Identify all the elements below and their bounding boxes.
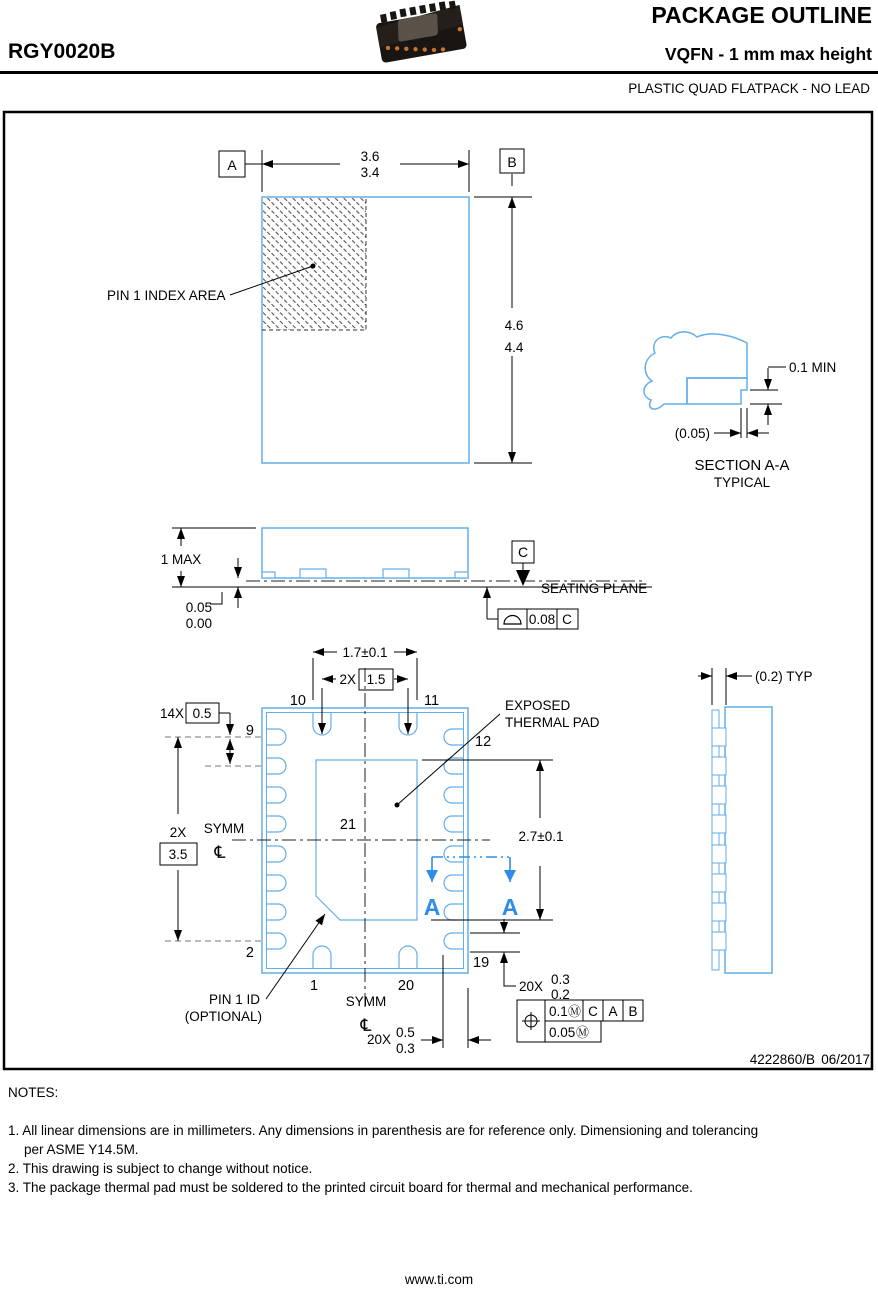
side-view [161, 528, 652, 631]
section-title: SECTION A-A [694, 457, 790, 474]
span-value: 3.5 [168, 847, 188, 862]
lead-cross-section [687, 378, 747, 404]
dim-height-min: 4.4 [504, 340, 524, 355]
side-corner-lead [262, 572, 275, 578]
pin1-index-leader-dot [311, 264, 316, 269]
side-lead-tab [300, 569, 326, 578]
doc-date: 06/2017 [821, 1052, 870, 1067]
symm-label-left: SYMM [203, 821, 245, 836]
dim-standoff-min: 0.00 [185, 616, 212, 631]
lead-width-max: 0.3 [551, 972, 570, 987]
top-pitch-value: 1.5 [366, 672, 386, 687]
section-arrow-label-right: A [501, 894, 519, 920]
side-lead-tab [383, 569, 409, 578]
dim-pad-width: 1.7±0.1 [342, 645, 388, 660]
pin-label-19: 19 [473, 955, 490, 971]
pin-label-10: 10 [289, 693, 306, 709]
exposed-pad-label-2: THERMAL PAD [505, 715, 600, 730]
width-dimension [245, 150, 469, 192]
package-subtitle: VQFN - 1 mm max height [664, 44, 872, 64]
top-view [107, 149, 532, 463]
flatness-icon [504, 616, 521, 625]
profile-lead-strip [712, 710, 719, 970]
body-cross-section [644, 332, 747, 409]
lead-length-min: 0.3 [396, 1041, 415, 1056]
datum-a-label: A [227, 157, 237, 173]
notes-section [8, 1083, 868, 1197]
note-line: 1. All linear dimensions are in millimeters. Any dimensions in parenthesis are for reference only. Dimensioning and tolerancing [8, 1123, 759, 1138]
pin-label-12: 12 [475, 734, 492, 750]
dim-height-max-side: 1 MAX [160, 552, 202, 567]
flatness-datum: C [562, 612, 572, 627]
section-aa-view [644, 332, 836, 490]
ref-dimension [714, 408, 769, 438]
side-corner-lead [455, 572, 468, 578]
pin1-id-label-2: (OPTIONAL) [184, 1009, 262, 1024]
lead-width-min: 0.2 [551, 987, 570, 1002]
profile-body [725, 707, 772, 973]
note-line: 3. The package thermal pad must be soldered to the printed circuit board for thermal and mechanical performance. [8, 1180, 693, 1195]
flank-dimension [750, 367, 786, 425]
page-title: PACKAGE OUTLINE [651, 2, 872, 28]
lead-width-qty: 20X [519, 979, 544, 994]
pin-label-1: 1 [309, 978, 319, 994]
side-body [262, 528, 468, 578]
exposed-pad-leader-dot [395, 803, 400, 808]
lead-length-qty: 20X [367, 1032, 392, 1047]
note-line: per ASME Y14.5M. [24, 1142, 139, 1157]
right-leads [444, 729, 463, 949]
section-cut [432, 857, 510, 882]
datum-c-label: C [517, 544, 529, 560]
centerline-symbol-icon: ℄ [214, 843, 226, 862]
position-datum-3: B [628, 1004, 638, 1019]
pin-label-9: 9 [245, 723, 254, 739]
position-tolerance: 0.1 [549, 1004, 568, 1019]
dim-height-max: 4.6 [504, 318, 524, 333]
pitch-value: 0.5 [192, 706, 212, 721]
drawing-border [4, 112, 872, 1069]
symm-label-bottom: SYMM [345, 994, 387, 1009]
material-modifier-icon: Ⓜ [576, 1025, 590, 1040]
datum-c-triangle-icon [516, 570, 530, 586]
qfn-chip-icon [374, 0, 467, 63]
dim-flank: 0.1 MIN [789, 360, 837, 375]
part-number: RGY0020B [8, 40, 116, 63]
exposed-pad-label-1: EXPOSED [505, 698, 571, 713]
section-subtitle: TYPICAL [713, 475, 771, 490]
top-pitch-qty: 2X [339, 672, 356, 687]
dim-width-max: 3.6 [360, 149, 380, 164]
doc-number: 4222860/B [749, 1052, 815, 1067]
profile-view [698, 668, 813, 973]
website-link[interactable]: www.ti.com [404, 1272, 474, 1287]
dim-lead-thickness: (0.2) TYP [755, 669, 813, 684]
position-control-frame [517, 1000, 643, 1042]
position-datum-1: C [588, 1004, 598, 1019]
bottom-view [160, 645, 643, 1056]
lead-thickness-dimension [698, 668, 752, 705]
package-type-label: PLASTIC QUAD FLATPACK - NO LEAD [628, 81, 870, 96]
dim-width-min: 3.4 [360, 165, 380, 180]
left-leads [267, 729, 286, 949]
note-line: 2. This drawing is subject to change without notice. [8, 1161, 313, 1176]
thermal-pad-label: 21 [339, 817, 357, 833]
centerline-symbol-icon: ℄ [360, 1016, 372, 1035]
dim-pad-height: 2.7±0.1 [518, 829, 564, 844]
position-datum-2: A [608, 1004, 618, 1019]
pin1-index-label: PIN 1 INDEX AREA [107, 288, 226, 303]
position-icon [522, 1012, 540, 1030]
pin-label-2: 2 [245, 945, 254, 961]
datum-b-label: B [507, 154, 517, 170]
dim-standoff-max: 0.05 [185, 600, 212, 615]
span-qty: 2X [169, 825, 187, 840]
flatness-tolerance: 0.08 [528, 612, 556, 627]
lead-length-max: 0.5 [396, 1025, 415, 1040]
seating-plane-label: SEATING PLANE [541, 581, 648, 596]
pin1-id-label-1: PIN 1 ID [208, 992, 260, 1007]
position2-tolerance: 0.05 [549, 1025, 576, 1040]
section-arrow-label-left: A [423, 894, 441, 920]
notes-heading: NOTES: [8, 1085, 59, 1100]
pitch-qty: 14X [159, 706, 184, 721]
pin-label-11: 11 [424, 693, 440, 709]
lead-width-dimension [470, 919, 520, 986]
standoff-dimension [210, 558, 238, 608]
dim-ref: (0.05) [674, 426, 710, 441]
material-modifier-icon: Ⓜ [568, 1004, 582, 1019]
pin-label-20: 20 [397, 978, 415, 994]
